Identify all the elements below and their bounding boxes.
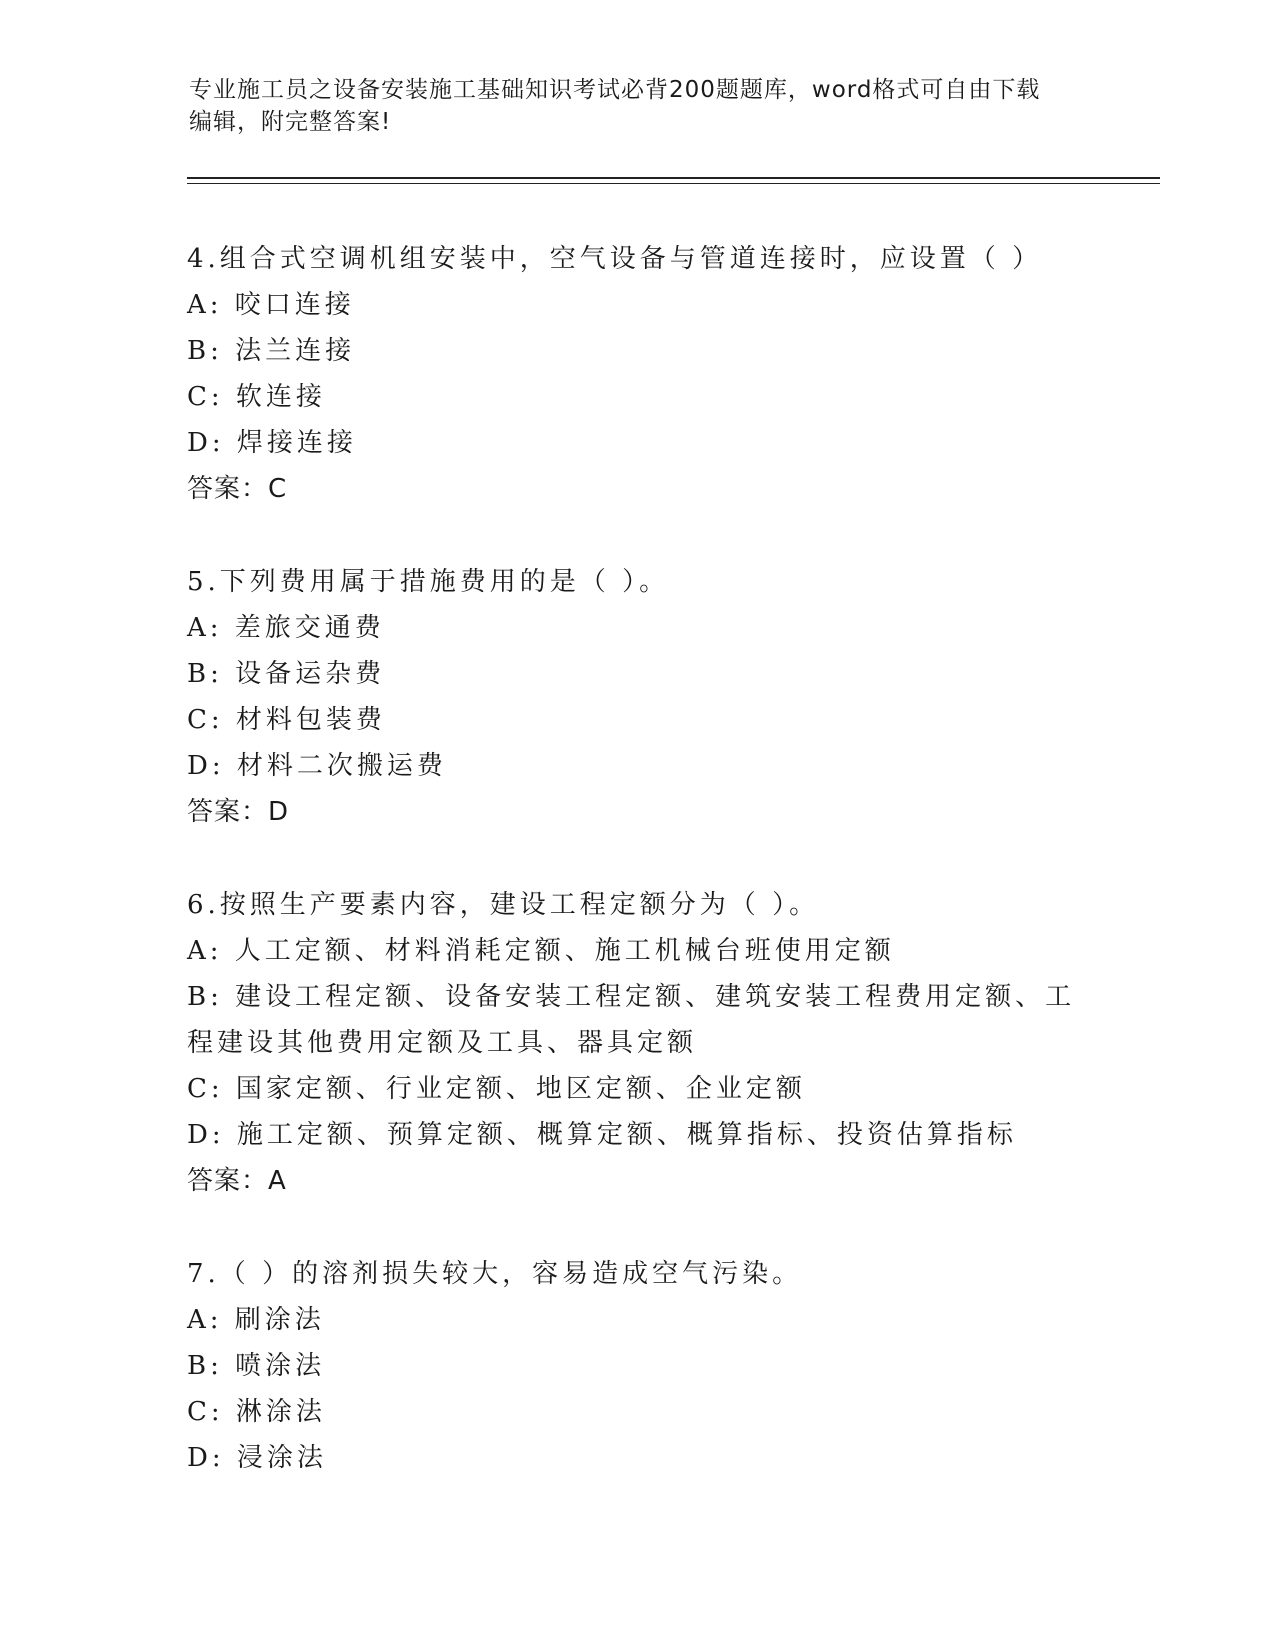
answer-label: 答案：A xyxy=(187,1166,287,1196)
answer-label: 答案：D xyxy=(187,797,290,827)
option-b: B: 喷涂法 xyxy=(187,1351,326,1381)
option-c: C: 国家定额、行业定额、地区定额、企业定额 xyxy=(187,1074,806,1104)
option-d: D: 浸涂法 xyxy=(187,1443,327,1473)
option-b: B: 法兰连接 xyxy=(187,336,356,366)
question-5 xyxy=(187,559,1087,835)
option-c: C: 淋涂法 xyxy=(187,1397,326,1427)
option-d: D: 焊接连接 xyxy=(187,428,357,458)
option-b: B: 建设工程定额、设备安装工程定额、建筑安装工程费用定额、工程建设其他费用定额及工具、器具定额 xyxy=(187,982,1076,1058)
option-a: A: 咬口连接 xyxy=(187,290,355,320)
question-6 xyxy=(187,882,1087,1204)
question-stem: 4.组合式空调机组安装中，空气设备与管道连接时，应设置（ ） xyxy=(187,244,1043,274)
header-line-2: 编辑，附完整答案! xyxy=(189,109,392,135)
header-line-1: 专业施工员之设备安装施工基础知识考试必背200题题库，word格式可自由下载 xyxy=(189,77,1041,103)
option-a: A: 人工定额、材料消耗定额、施工机械台班使用定额 xyxy=(187,936,895,966)
header-divider-thick xyxy=(187,177,1160,179)
document-header xyxy=(189,74,1089,138)
option-a: A: 刷涂法 xyxy=(187,1305,325,1335)
option-d: D: 施工定额、预算定额、概算定额、概算指标、投资估算指标 xyxy=(187,1120,1017,1150)
question-7 xyxy=(187,1251,1087,1481)
question-stem: 7.（ ）的溶剂损失较大，容易造成空气污染。 xyxy=(187,1259,803,1289)
question-stem: 5.下列费用属于措施费用的是（ ）。 xyxy=(187,567,670,597)
question-4 xyxy=(187,236,1087,512)
answer-label: 答案：C xyxy=(187,474,288,504)
question-stem: 6.按照生产要素内容，建设工程定额分为（ ）。 xyxy=(187,890,820,920)
option-a: A: 差旅交通费 xyxy=(187,613,385,643)
option-c: C: 材料包装费 xyxy=(187,705,386,735)
option-d: D: 材料二次搬运费 xyxy=(187,751,447,781)
header-divider-thin xyxy=(187,183,1160,184)
question-list xyxy=(187,236,1087,1528)
option-b: B: 设备运杂费 xyxy=(187,659,386,689)
option-c: C: 软连接 xyxy=(187,382,326,412)
